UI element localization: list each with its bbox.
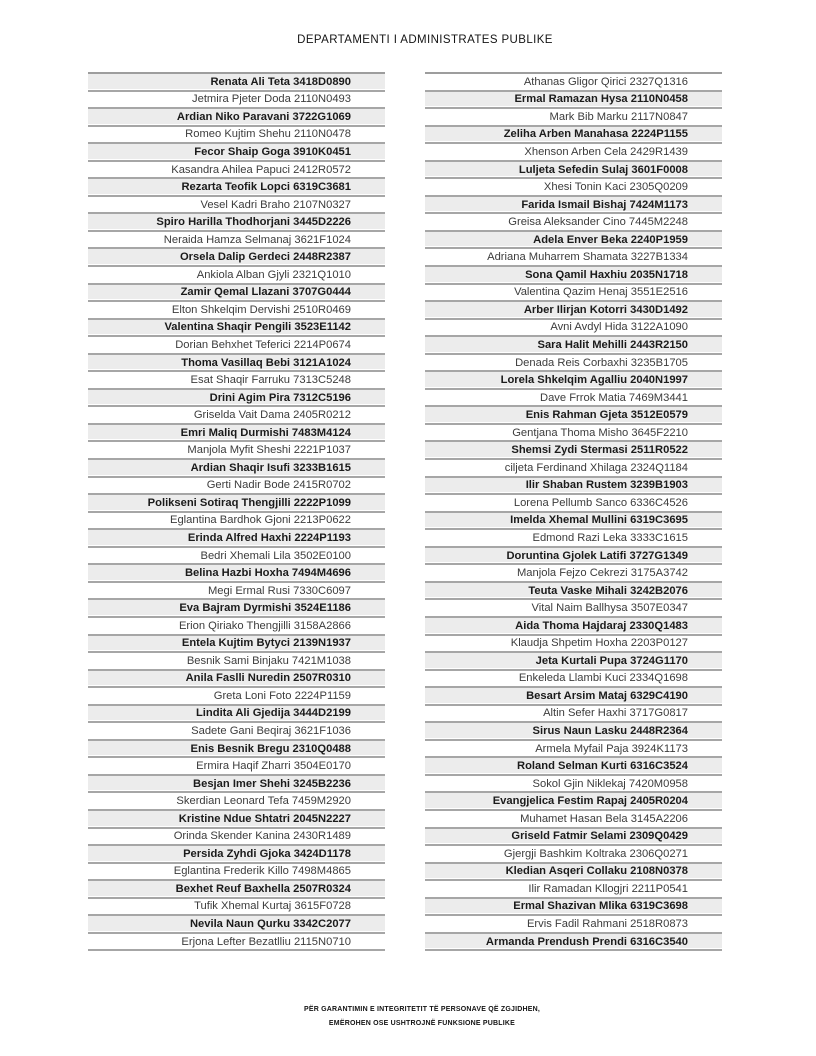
person-name-and-id: Emri Maliq Durmishi 7483M4124	[180, 426, 351, 439]
person-name-and-id: Xhesi Tonin Kaci 2305Q0209	[543, 181, 688, 194]
person-row	[88, 706, 385, 724]
person-name-and-id: Lorela Shkelqim Agalliu 2040N1997	[500, 374, 688, 387]
person-row	[425, 302, 722, 320]
person-name-and-id: Roland Selman Kurti 6316C3524	[517, 760, 688, 773]
person-row	[88, 355, 385, 373]
person-row	[425, 793, 722, 811]
person-row	[425, 495, 722, 513]
person-row	[88, 179, 385, 197]
person-name-and-id: Entela Kujtim Bytyci 2139N1937	[181, 637, 351, 650]
person-name-and-id: Arber Ilirjan Kotorri 3430D1492	[523, 303, 688, 316]
person-name-and-id: Doruntina Gjolek Latifi 3727G1349	[506, 549, 688, 562]
person-name-and-id: Lorena Pellumb Sanco 6336C4526	[513, 496, 688, 509]
person-row	[425, 811, 722, 829]
person-name-and-id: Gerti Nadir Bode 2415R0702	[206, 479, 351, 492]
person-row	[88, 636, 385, 654]
person-name-and-id: Ervis Fadil Rahmani 2518R0873	[526, 918, 688, 931]
person-row	[425, 320, 722, 338]
person-row	[425, 109, 722, 127]
person-row	[88, 899, 385, 917]
person-row	[88, 829, 385, 847]
person-name-and-id: Bexhet Reuf Baxhella 2507R0324	[175, 882, 351, 895]
person-row	[88, 460, 385, 478]
person-row	[425, 407, 722, 425]
person-row	[425, 478, 722, 496]
person-row	[425, 355, 722, 373]
person-name-and-id: Jetmira Pjeter Doda 2110N0493	[192, 93, 351, 106]
person-row	[88, 916, 385, 934]
person-name-and-id: Ankiola Alban Gjyli 2321Q1010	[196, 268, 351, 281]
person-row	[425, 144, 722, 162]
person-name-and-id: Enis Rahman Gjeta 3512E0579	[525, 409, 688, 422]
person-name-and-id: Aida Thoma Hajdaraj 2330Q1483	[515, 619, 688, 632]
document-title: DEPARTAMENTI I ADMINISTRATES PUBLIKE	[297, 34, 553, 46]
person-name-and-id: Nevila Naun Qurku 3342C2077	[189, 918, 351, 931]
person-row	[88, 285, 385, 303]
person-row	[425, 460, 722, 478]
person-row	[425, 899, 722, 917]
person-name-and-id: Avni Avdyl Hida 3122A1090	[550, 321, 688, 334]
person-row	[88, 267, 385, 285]
person-name-and-id: Orsela Dalip Gerdeci 2448R2387	[179, 251, 351, 264]
person-row	[425, 74, 722, 92]
person-name-and-id: Lindita Ali Gjedija 3444D2199	[195, 707, 351, 720]
person-name-and-id: Jeta Kurtali Pupa 3724G1170	[535, 654, 688, 667]
person-name-and-id: Ilir Ramadan Kllogjri 2211P0541	[528, 882, 688, 895]
person-row	[88, 548, 385, 566]
person-name-and-id: Greisa Aleksander Cino 7445M2248	[508, 216, 688, 229]
person-row	[425, 600, 722, 618]
person-row	[88, 495, 385, 513]
person-name-and-id: Armela Myfail Paja 3924K1173	[535, 742, 688, 755]
person-row	[425, 249, 722, 267]
person-row	[425, 214, 722, 232]
person-name-and-id: Imelda Xhemal Mullini 6319C3695	[510, 514, 688, 527]
person-name-and-id: Fecor Shaip Goga 3910K0451	[194, 145, 351, 158]
person-name-and-id: Teuta Vaske Mihali 3242B2076	[528, 584, 688, 597]
person-row	[425, 741, 722, 759]
person-name-and-id: Anila Faslli Nuredin 2507R0310	[185, 672, 351, 685]
person-name-and-id: Polikseni Sotiraq Thengjilli 2222P1099	[147, 496, 351, 509]
person-name-and-id: Ermal Shazivan Mlika 6319C3698	[513, 900, 688, 913]
person-row	[425, 583, 722, 601]
person-name-and-id: Drini Agim Pira 7312C5196	[209, 391, 351, 404]
person-row	[88, 425, 385, 443]
person-row	[425, 688, 722, 706]
person-name-and-id: Shemsi Zydi Stermasi 2511R0522	[511, 444, 688, 457]
person-name-and-id: Megi Ermal Rusi 7330C6097	[207, 584, 351, 597]
person-name-and-id: Mark Bib Marku 2117N0847	[549, 110, 688, 123]
person-row	[425, 864, 722, 882]
person-row	[88, 74, 385, 92]
person-row	[88, 442, 385, 460]
person-name-and-id: Griselda Vait Dama 2405R0212	[193, 409, 351, 422]
person-name-and-id: Muhamet Hasan Bela 3145A2206	[520, 812, 688, 825]
person-name-and-id: Klaudja Shpetim Hoxha 2203P0127	[510, 637, 688, 650]
person-name-and-id: Valentina Shaqir Pengili 3523E1142	[164, 321, 351, 334]
person-name-and-id: Enis Besnik Bregu 2310Q0488	[190, 742, 351, 755]
person-name-and-id: Sokol Gjin Niklekaj 7420M0958	[532, 777, 688, 790]
person-row	[88, 881, 385, 899]
person-row	[425, 934, 722, 952]
person-row	[425, 425, 722, 443]
person-row	[88, 741, 385, 759]
person-name-and-id: Ardian Niko Paravani 3722G1069	[176, 110, 351, 123]
person-name-and-id: Manjola Fejzo Cekrezi 3175A3742	[516, 567, 688, 580]
person-row	[88, 530, 385, 548]
person-row	[88, 478, 385, 496]
person-name-and-id: Neraida Hamza Selmanaj 3621F1024	[163, 233, 351, 246]
person-row	[425, 127, 722, 145]
person-row	[425, 671, 722, 689]
person-name-and-id: Renata Ali Teta 3418D0890	[210, 75, 351, 88]
person-name-and-id: Vesel Kadri Braho 2107N0327	[200, 198, 351, 211]
person-name-and-id: Sirus Naun Lasku 2448R2364	[532, 725, 688, 737]
person-name-and-id: Dave Frrok Matia 7469M3441	[540, 391, 688, 404]
person-name-and-id: Belina Hazbi Hoxha 7494M4696	[184, 567, 351, 580]
person-row	[88, 127, 385, 145]
footer-line-2: EMËROHEN OSE USHTROJNË FUNKSIONE PUBLIKE	[328, 1019, 516, 1027]
person-name-and-id: Farida Ismail Bishaj 7424M1173	[521, 198, 688, 211]
person-name-and-id: Kristine Ndue Shtatri 2045N2227	[178, 812, 351, 825]
person-name-and-id: Persida Zyhdi Gjoka 3424D1178	[183, 847, 351, 860]
person-row	[88, 688, 385, 706]
person-name-and-id: Besart Arsim Mataj 6329C4190	[526, 689, 688, 702]
person-name-and-id: Spiro Harilla Thodhorjani 3445D2226	[156, 216, 351, 229]
person-name-and-id: Romeo Kujtim Shehu 2110N0478	[185, 128, 351, 141]
person-row	[88, 671, 385, 689]
person-row	[88, 109, 385, 127]
person-row	[425, 653, 722, 671]
person-row	[425, 706, 722, 724]
person-name-and-id: Tufik Xhemal Kurtaj 3615F0728	[194, 900, 351, 913]
person-row	[88, 653, 385, 671]
person-row	[425, 618, 722, 636]
person-name-and-id: Skerdian Leonard Tefa 7459M2920	[176, 795, 351, 808]
person-row	[425, 829, 722, 847]
person-name-and-id: Ermira Haqif Zharri 3504E0170	[196, 760, 351, 773]
person-row	[88, 197, 385, 215]
person-row	[425, 372, 722, 390]
person-name-and-id: Athanas Gligor Qirici 2327Q1316	[523, 75, 688, 88]
person-row	[425, 390, 722, 408]
person-name-and-id: Erion Qiriako Thengjilli 3158A2866	[178, 619, 351, 632]
person-row	[88, 214, 385, 232]
person-name-and-id: Enkeleda Llambi Kuci 2334Q1698	[518, 672, 688, 685]
person-name-and-id: Zamir Qemal Llazani 3707G0444	[180, 286, 351, 299]
person-row	[88, 776, 385, 794]
person-name-and-id: Sona Qamil Haxhiu 2035N1718	[525, 268, 688, 281]
person-row	[425, 162, 722, 180]
person-name-and-id: Ilir Shaban Rustem 3239B1903	[525, 479, 688, 492]
person-row	[88, 864, 385, 882]
person-row	[88, 232, 385, 250]
person-name-and-id: Altin Sefer Haxhi 3717G0817	[543, 707, 688, 720]
person-list-right-column	[425, 72, 722, 951]
person-row	[425, 776, 722, 794]
person-row	[425, 179, 722, 197]
person-row	[425, 337, 722, 355]
person-name-and-id: Thoma Vasillaq Bebi 3121A1024	[181, 356, 351, 369]
person-list-left-column	[88, 72, 385, 951]
person-row	[88, 337, 385, 355]
person-row	[425, 881, 722, 899]
person-name-and-id: Besnik Sami Binjaku 7421M1038	[186, 654, 351, 667]
person-name-and-id: Sadete Gani Beqiraj 3621F1036	[191, 725, 351, 737]
person-name-and-id: Eglantina Frederik Killo 7498M4865	[173, 865, 351, 878]
person-row	[425, 267, 722, 285]
person-row	[425, 723, 722, 741]
person-row	[425, 636, 722, 654]
person-name-and-id: Manjola Myfit Sheshi 2221P1037	[187, 444, 351, 457]
person-name-and-id: Erjona Lefter Bezatlliu 2115N0710	[181, 935, 351, 948]
person-row	[425, 513, 722, 531]
person-row	[88, 92, 385, 110]
person-row	[425, 548, 722, 566]
person-row	[425, 916, 722, 934]
person-name-and-id: Luljeta Sefedin Sulaj 3601F0008	[518, 163, 688, 176]
person-row	[88, 846, 385, 864]
person-row	[88, 565, 385, 583]
person-row	[88, 162, 385, 180]
person-name-and-id: Esat Shaqir Farruku 7313C5248	[190, 374, 351, 387]
person-name-and-id: Edmond Razi Leka 3333C1615	[532, 531, 688, 544]
person-name-and-id: Dorian Behxhet Teferici 2214P0674	[175, 338, 351, 351]
document-footer	[14, 1003, 816, 1030]
person-row	[425, 530, 722, 548]
person-row	[88, 758, 385, 776]
person-name-and-id: Ermal Ramazan Hysa 2110N0458	[514, 93, 688, 106]
person-row	[425, 232, 722, 250]
person-name-and-id: Eglantina Bardhok Gjoni 2213P0622	[170, 514, 351, 527]
person-row	[88, 811, 385, 829]
person-name-and-id: Bedri Xhemali Lila 3502E0100	[200, 549, 351, 562]
person-name-and-id: Armanda Prendush Prendi 6316C3540	[485, 935, 688, 948]
person-name-and-id: Denada Reis Corbaxhi 3235B1705	[515, 356, 688, 369]
person-row	[88, 600, 385, 618]
person-name-and-id: Adriana Muharrem Shamata 3227B1334	[487, 251, 688, 264]
person-row	[425, 285, 722, 303]
person-row	[425, 758, 722, 776]
person-row	[88, 723, 385, 741]
person-row	[88, 372, 385, 390]
person-name-and-id: Elton Shkelqim Dervishi 2510R0469	[171, 303, 351, 316]
person-row	[88, 144, 385, 162]
person-name-and-id: Vital Naim Ballhysa 3507E0347	[531, 602, 688, 615]
person-row	[88, 583, 385, 601]
person-name-and-id: Valentina Qazim Henaj 3551E2516	[514, 286, 688, 299]
person-name-and-id: ciljeta Ferdinand Xhilaga 2324Q1184	[504, 461, 688, 474]
person-row	[88, 407, 385, 425]
person-name-and-id: Gjergji Bashkim Koltraka 2306Q0271	[503, 847, 688, 860]
footer-line-1: PËR GARANTIMIN E INTEGRITETIT TË PERSONAVE QË ZGJIDHEN,	[303, 1006, 541, 1013]
person-row	[88, 249, 385, 267]
person-name-and-id: Griseld Fatmir Selami 2309Q0429	[511, 830, 688, 843]
person-row	[88, 934, 385, 952]
person-name-and-id: Eva Bajram Dyrmishi 3524E1186	[179, 602, 351, 615]
person-name-and-id: Greta Loni Foto 2224P1159	[213, 689, 351, 702]
person-row	[425, 565, 722, 583]
person-row	[88, 302, 385, 320]
person-row	[88, 320, 385, 338]
person-row	[425, 442, 722, 460]
person-row	[425, 92, 722, 110]
person-name-and-id: Zeliha Arben Manahasa 2224P1155	[503, 128, 688, 141]
person-name-and-id: Adela Enver Beka 2240P1959	[533, 233, 688, 246]
person-name-and-id: Sara Halit Mehilli 2443R2150	[537, 338, 688, 351]
person-name-and-id: Xhenson Arben Cela 2429R1439	[524, 145, 688, 158]
person-name-and-id: Ardian Shaqir Isufi 3233B1615	[190, 461, 351, 474]
person-row	[88, 513, 385, 531]
person-name-and-id: Besjan Imer Shehi 3245B2236	[193, 777, 351, 790]
person-name-and-id: Kasandra Ahilea Papuci 2412R0572	[171, 163, 351, 176]
person-row	[88, 618, 385, 636]
person-name-and-id: Evangjelica Festim Rapaj 2405R0204	[492, 795, 688, 808]
person-name-and-id: Rezarta Teofik Lopci 6319C3681	[181, 181, 351, 194]
person-row	[88, 390, 385, 408]
person-name-and-id: Orinda Skender Kanina 2430R1489	[173, 830, 351, 843]
person-name-and-id: Erinda Alfred Haxhi 2224P1193	[187, 531, 351, 544]
person-row	[88, 793, 385, 811]
person-name-and-id: Gentjana Thoma Misho 3645F2210	[512, 426, 688, 439]
person-name-and-id: Kledian Asqeri Collaku 2108N0378	[505, 865, 688, 878]
person-row	[425, 197, 722, 215]
person-row	[425, 846, 722, 864]
